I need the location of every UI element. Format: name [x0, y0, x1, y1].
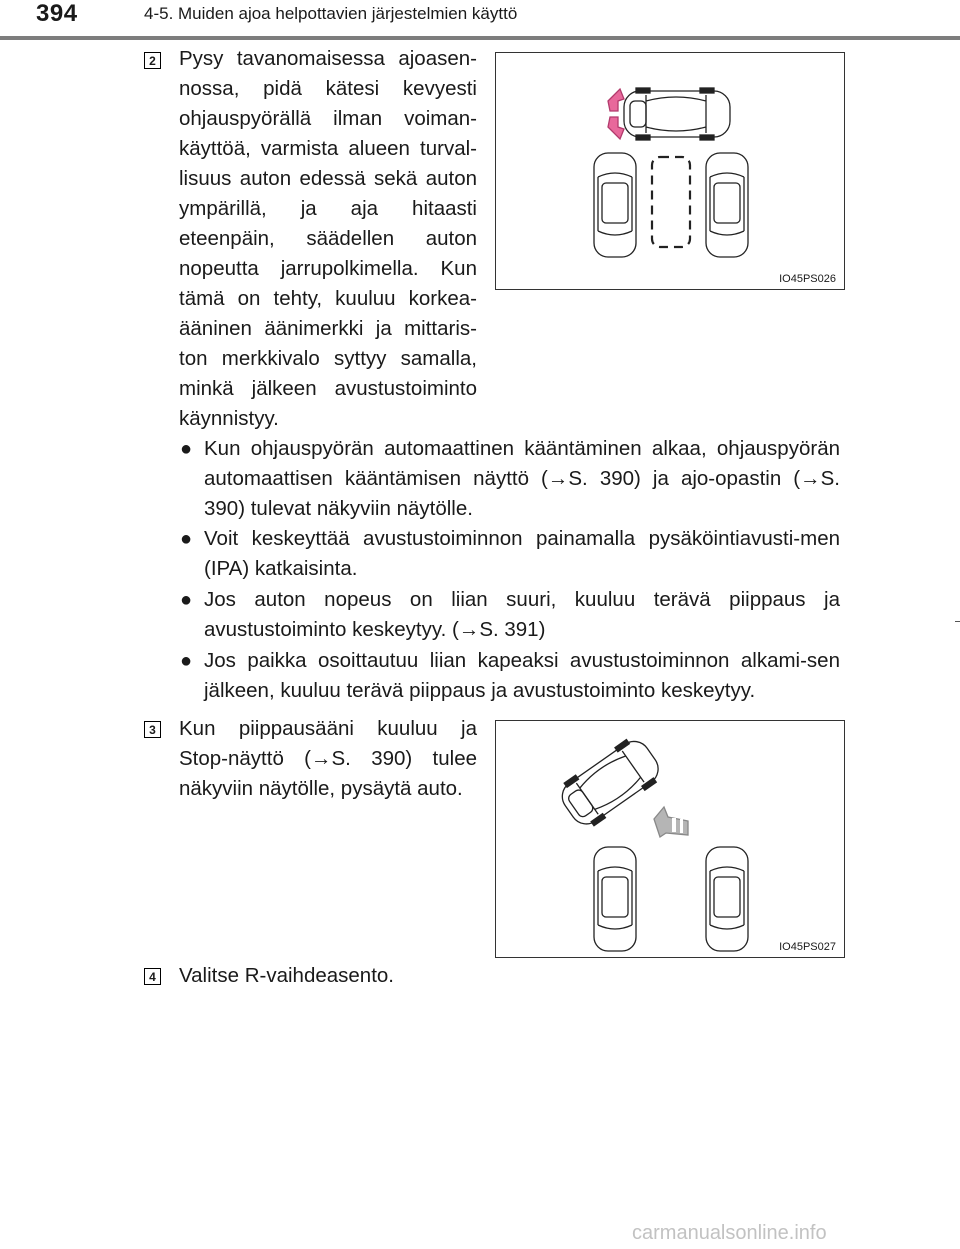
bullet-dot-icon: ●	[180, 589, 193, 611]
bullet-3-text: Jos auton nopeus on liian suuri, kuuluu terävä piippaus ja avustustoiminto keskeytyy. (→S. 391)	[204, 588, 840, 641]
parked-car-left-icon	[594, 153, 636, 257]
figure-code-2: IO45PS027	[779, 941, 836, 953]
header-rule	[0, 36, 960, 40]
target-parking-slot	[652, 157, 690, 247]
bullet-dot-icon: ●	[180, 650, 193, 672]
parked-car-right-icon	[706, 847, 748, 951]
section-title: 4-5. Muiden ajoa helpottavien järjestelmien käyttö	[144, 4, 518, 23]
bullet-dot-icon: ●	[180, 438, 193, 460]
bullet-3	[180, 585, 840, 645]
figure-parking-stop	[495, 720, 845, 958]
margin-tick	[955, 621, 960, 622]
steering-arrow-icon	[608, 89, 624, 139]
bullet-2	[180, 524, 840, 584]
figure-parking-forward	[495, 52, 845, 290]
bullet-4	[180, 646, 840, 706]
step-4-text: Valitse R-vaihdeasento.	[179, 964, 394, 987]
step-number-4: 4	[144, 968, 161, 985]
step-2-text: Pysy tavanomaisessa ajoasen-nossa, pidä kätesi kevyesti ohjauspyörällä ilman voiman-käyttöä, varmista alueen turval-lisuus auton edessä sekä auton ympärillä, ja aja hitaasti eteenpäin, säädellen auton nopeutta jarrupolkimella. Kun tämä on tehty, kuuluu korkea-ääninen äänimerkki ja mittaris-ton merkkivalo syttyy samalla, minkä jälkeen avustustoiminto käynnistyy.	[179, 47, 477, 430]
watermark: carmanualsonline.info	[632, 1222, 827, 1244]
parking-illustration-1	[496, 53, 844, 289]
moving-car-icon	[624, 88, 730, 140]
bullet-4-text: Jos paikka osoittautuu liian kapeaksi avustustoiminnon alkami-sen jälkeen, kuuluu terävä piippaus ja avustustoiminto keskeytyy.	[204, 649, 840, 702]
figure-code-1: IO45PS026	[779, 273, 836, 285]
reversing-car-icon	[554, 733, 666, 833]
step-number-2: 2	[144, 52, 161, 69]
bullet-1-text: Kun ohjauspyörän automaattinen kääntäminen alkaa, ohjauspyörän automaattisen kääntämisen näyttö (→S. 390) ja ajo-opastin (→S. 390) tulevat näkyviin näytölle.	[204, 437, 840, 520]
step-number-3: 3	[144, 721, 161, 738]
motion-arrow-icon	[654, 807, 688, 837]
bullet-dot-icon: ●	[180, 528, 193, 550]
parked-car-right-icon	[706, 153, 748, 257]
parked-car-left-icon	[594, 847, 636, 951]
step-3-text: Kun piippausääni kuuluu ja Stop-näyttö (→S. 390) tulee näkyviin näytölle, pysäytä auto.	[179, 717, 477, 800]
bullet-2-text: Voit keskeyttää avustustoiminnon painamalla pysäköintiavusti-men (IPA) katkaisinta.	[204, 527, 840, 580]
parking-illustration-2	[496, 721, 844, 957]
page-number: 394	[36, 0, 78, 27]
bullet-1	[180, 434, 840, 524]
